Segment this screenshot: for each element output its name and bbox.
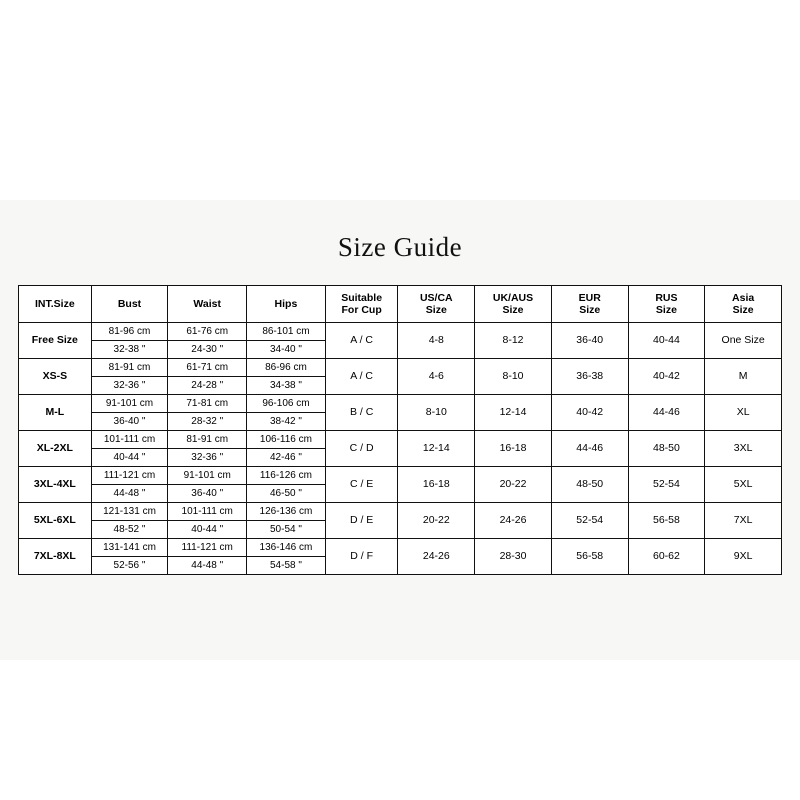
header-bust-line1: Bust [117, 298, 142, 310]
cell-rus: 60-62 [628, 539, 705, 575]
cell-usca: 12-14 [398, 431, 475, 467]
cell-usca: 8-10 [398, 395, 475, 431]
page-title: Size Guide [337, 232, 463, 262]
cell-waist-cm: 91-101 cm [168, 467, 246, 485]
cell-bust-cm: 91-101 cm [92, 395, 168, 413]
cell-usca: 16-18 [398, 467, 475, 503]
header-usca-line2: Size [425, 304, 447, 316]
header-rus-line2: Size [655, 304, 677, 316]
header-asia-size [705, 286, 782, 323]
cell-eur: 56-58 [551, 539, 628, 575]
cell-bust-in: 36-40 " [113, 416, 146, 427]
cell-eur: 44-46 [551, 431, 628, 467]
table-row [19, 431, 782, 467]
table-row [19, 323, 782, 359]
cell-bust-cm: 81-96 cm [92, 323, 168, 341]
cell-hips-in: 34-38 " [269, 380, 302, 391]
cell-hips-in: 42-46 " [269, 452, 302, 463]
header-asia-line2: Size [732, 304, 754, 316]
header-usca-line1: US/CA [419, 292, 453, 304]
cell-hips-in: 54-58 " [269, 560, 302, 571]
cell-usca: 20-22 [398, 503, 475, 539]
cell-rus: 52-54 [628, 467, 705, 503]
table-row [19, 359, 782, 395]
cell-hips-cm: 86-96 cm [247, 359, 325, 377]
cell-rus: 48-50 [628, 431, 705, 467]
cell-usca: 4-6 [398, 359, 475, 395]
header-cup-line2: For Cup [341, 304, 382, 316]
cell-bust [91, 467, 168, 503]
table-row [19, 395, 782, 431]
cell-waist-in: 24-30 " [191, 344, 224, 355]
cell-eur: 52-54 [551, 503, 628, 539]
cell-int-size: 7XL-8XL [19, 539, 92, 575]
cell-waist-cm: 61-71 cm [168, 359, 246, 377]
cell-hips [247, 323, 326, 359]
cell-waist-cm: 111-121 cm [168, 539, 246, 557]
cell-hips [247, 467, 326, 503]
header-hips [247, 286, 326, 323]
cell-usca: 24-26 [398, 539, 475, 575]
cell-cup: B / C [325, 395, 398, 431]
cell-int-size: 3XL-4XL [19, 467, 92, 503]
cell-hips-cm: 126-136 cm [247, 503, 325, 521]
cell-waist [168, 467, 247, 503]
cell-hips [247, 539, 326, 575]
cell-hips-in: 38-42 " [269, 416, 302, 427]
cell-cup: D / E [325, 503, 398, 539]
cell-bust-in: 32-38 " [113, 344, 146, 355]
header-waist [168, 286, 247, 323]
cell-waist-cm: 71-81 cm [168, 395, 246, 413]
cell-waist [168, 395, 247, 431]
cell-bust [91, 359, 168, 395]
header-int-size-line1: INT.Size [34, 298, 75, 310]
header-rus-line1: RUS [655, 292, 678, 304]
header-cup-line1: Suitable [341, 292, 383, 304]
header-asia-line1: Asia [732, 292, 755, 304]
cell-rus: 44-46 [628, 395, 705, 431]
cell-rus: 56-58 [628, 503, 705, 539]
cell-int-size: 5XL-6XL [19, 503, 92, 539]
size-guide-table [18, 285, 782, 575]
cell-ukaus: 20-22 [475, 467, 552, 503]
cell-eur: 36-38 [551, 359, 628, 395]
cell-bust-in: 32-36 " [113, 380, 146, 391]
cell-bust-cm: 121-131 cm [92, 503, 168, 521]
cell-hips [247, 503, 326, 539]
cell-hips-in: 50-54 " [269, 524, 302, 535]
cell-asia: One Size [705, 323, 782, 359]
cell-bust [91, 431, 168, 467]
cell-cup: D / F [325, 539, 398, 575]
cell-cup: A / C [325, 323, 398, 359]
cell-ukaus: 8-12 [475, 323, 552, 359]
header-eur-size [551, 286, 628, 323]
header-rus-size [628, 286, 705, 323]
cell-cup: A / C [325, 359, 398, 395]
cell-hips-cm: 96-106 cm [247, 395, 325, 413]
cell-waist-cm: 81-91 cm [168, 431, 246, 449]
cell-waist-cm: 101-111 cm [168, 503, 246, 521]
cell-waist-in: 44-48 " [191, 560, 224, 571]
header-ukaus-line2: Size [502, 304, 524, 316]
header-hips-line1: Hips [274, 298, 298, 310]
cell-bust-in: 48-52 " [113, 524, 146, 535]
cell-waist [168, 431, 247, 467]
cell-hips-cm: 86-101 cm [247, 323, 325, 341]
cell-bust [91, 539, 168, 575]
cell-asia: 7XL [705, 503, 782, 539]
cell-hips-in: 46-50 " [269, 488, 302, 499]
cell-waist-in: 40-44 " [191, 524, 224, 535]
cell-bust-in: 52-56 " [113, 560, 146, 571]
cell-bust [91, 395, 168, 431]
cell-waist-in: 28-32 " [191, 416, 224, 427]
size-guide-table-wrapper [18, 285, 782, 575]
cell-hips [247, 395, 326, 431]
cell-waist-in: 24-28 " [191, 380, 224, 391]
cell-eur: 48-50 [551, 467, 628, 503]
cell-ukaus: 12-14 [475, 395, 552, 431]
cell-waist-in: 36-40 " [191, 488, 224, 499]
cell-int-size: XS-S [19, 359, 92, 395]
cell-bust-cm: 101-111 cm [92, 431, 168, 449]
cell-waist-in: 32-36 " [191, 452, 224, 463]
header-us-ca-size [398, 286, 475, 323]
cell-hips [247, 431, 326, 467]
cell-ukaus: 28-30 [475, 539, 552, 575]
cell-asia: 3XL [705, 431, 782, 467]
header-uk-aus-size [475, 286, 552, 323]
header-eur-line1: EUR [578, 292, 601, 304]
cell-eur: 36-40 [551, 323, 628, 359]
cell-int-size: Free Size [19, 323, 92, 359]
table-row [19, 503, 782, 539]
cell-bust-in: 44-48 " [113, 488, 146, 499]
table-row [19, 539, 782, 575]
cell-bust-cm: 111-121 cm [92, 467, 168, 485]
cell-waist-cm: 61-76 cm [168, 323, 246, 341]
cell-hips [247, 359, 326, 395]
cell-hips-cm: 106-116 cm [247, 431, 325, 449]
header-int-size [19, 286, 92, 323]
cell-hips-cm: 136-146 cm [247, 539, 325, 557]
cell-waist [168, 359, 247, 395]
cell-hips-in: 34-40 " [269, 344, 302, 355]
cell-asia: XL [705, 395, 782, 431]
table-header-row [19, 286, 782, 323]
cell-usca: 4-8 [398, 323, 475, 359]
cell-waist [168, 503, 247, 539]
cell-waist [168, 539, 247, 575]
cell-asia: 5XL [705, 467, 782, 503]
cell-ukaus: 16-18 [475, 431, 552, 467]
cell-rus: 40-42 [628, 359, 705, 395]
header-ukaus-line1: UK/AUS [492, 292, 534, 304]
table-body [19, 323, 782, 575]
header-bust [91, 286, 168, 323]
cell-asia: M [705, 359, 782, 395]
cell-eur: 40-42 [551, 395, 628, 431]
header-waist-line1: Waist [193, 298, 222, 310]
header-eur-line2: Size [579, 304, 601, 316]
cell-bust [91, 503, 168, 539]
cell-bust-in: 40-44 " [113, 452, 146, 463]
cell-bust [91, 323, 168, 359]
table-row [19, 467, 782, 503]
cell-hips-cm: 116-126 cm [247, 467, 325, 485]
cell-asia: 9XL [705, 539, 782, 575]
cell-cup: C / E [325, 467, 398, 503]
header-suitable-for-cup [325, 286, 398, 323]
cell-bust-cm: 131-141 cm [92, 539, 168, 557]
cell-bust-cm: 81-91 cm [92, 359, 168, 377]
cell-int-size: XL-2XL [19, 431, 92, 467]
cell-rus: 40-44 [628, 323, 705, 359]
cell-cup: C / D [325, 431, 398, 467]
cell-waist [168, 323, 247, 359]
cell-int-size: M-L [19, 395, 92, 431]
cell-ukaus: 24-26 [475, 503, 552, 539]
cell-ukaus: 8-10 [475, 359, 552, 395]
